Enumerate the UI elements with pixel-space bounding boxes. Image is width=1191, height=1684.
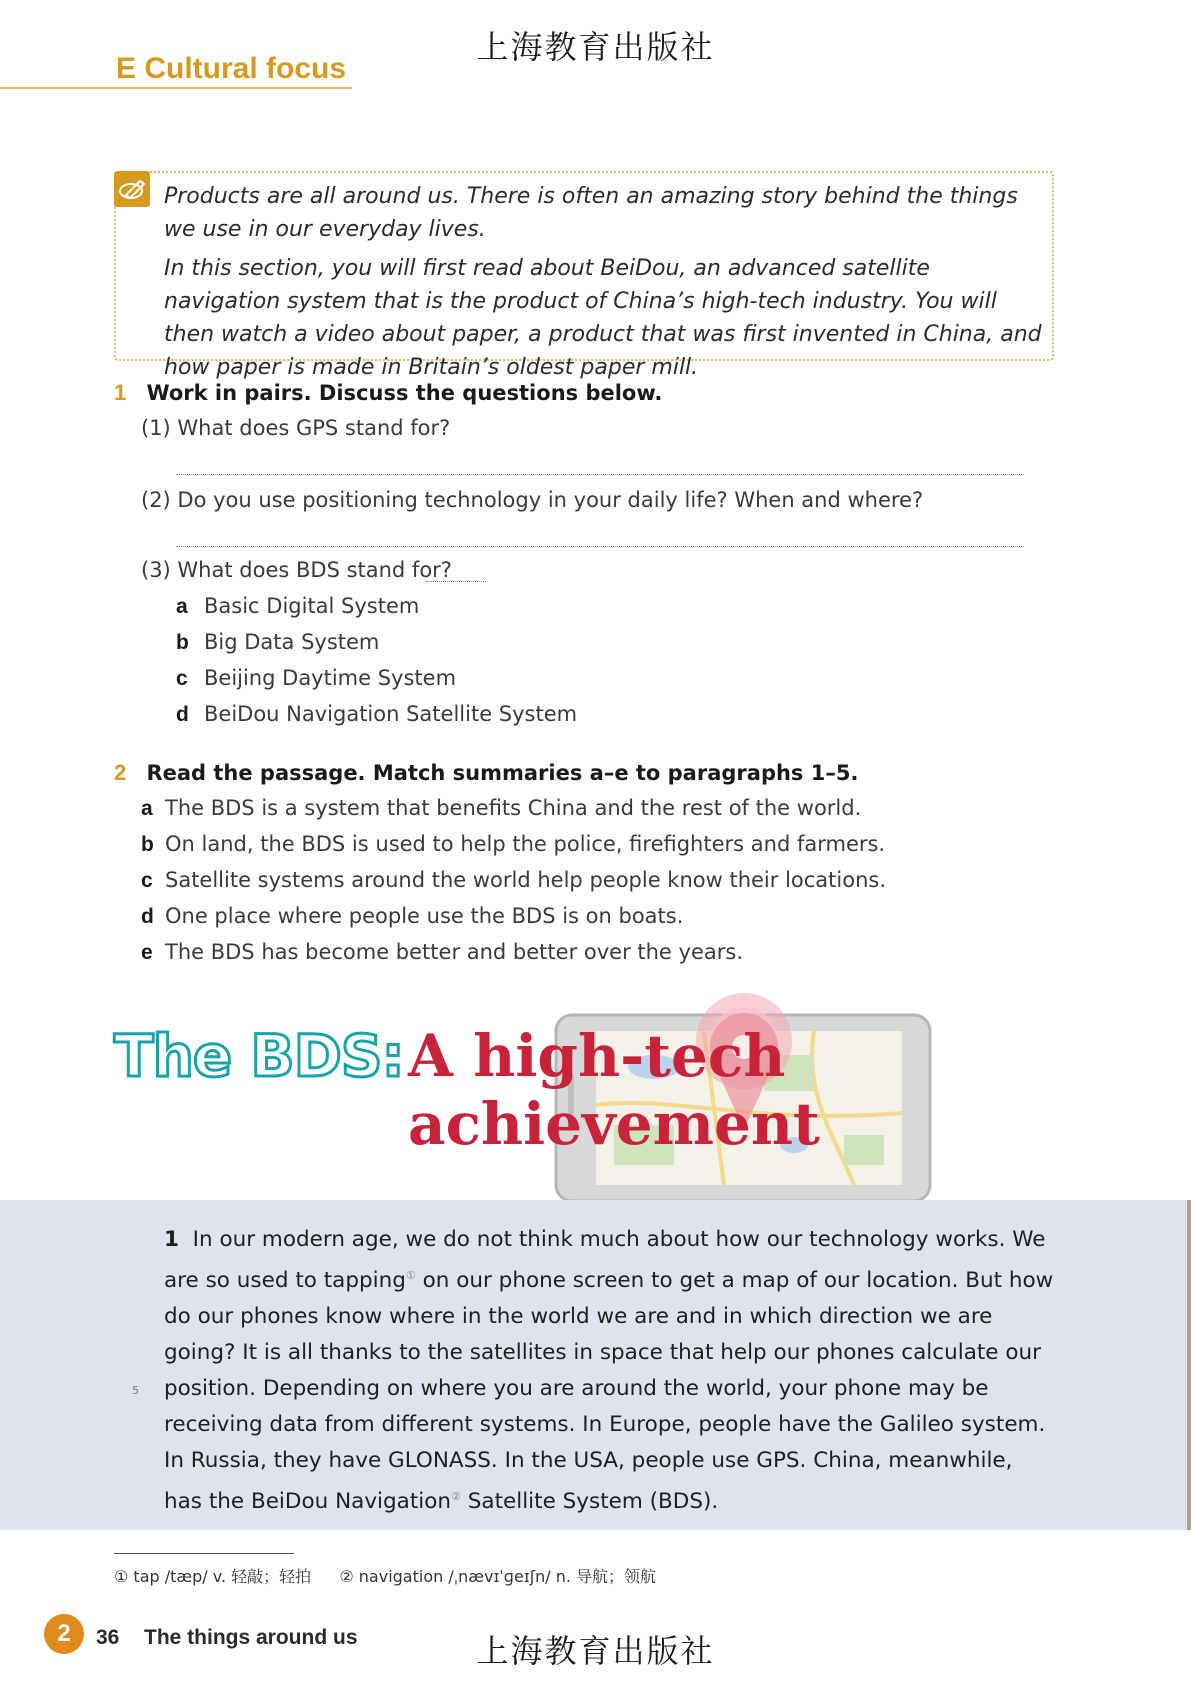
summary-text: On land, the BDS is used to help the police, firefighters and farmers. [165, 832, 886, 856]
footnote-marker-1: ① [405, 1269, 416, 1282]
option-letter: b [176, 631, 189, 654]
exercise-instruction: Read the passage. Match summaries a–e to paragraphs 1–5. [146, 761, 859, 785]
option-letter: c [176, 667, 188, 690]
summary-text: The BDS is a system that benefits China and the rest of the world. [165, 796, 862, 820]
line-number: 5 [132, 1384, 139, 1397]
footnote-marker-2: ② [451, 1490, 461, 1504]
exercise-1-heading [114, 380, 662, 406]
summary-letter: b [141, 833, 154, 856]
intro-paragraph-1: Products are all around us. There is often an amazing story behind the things we use in our everyday lives. [164, 184, 1018, 242]
footnote-2: ② navigation /ˌnævɪˈɡeɪʃn/ n. 导航；领航 [339, 1567, 657, 1586]
option-text: Basic Digital System [204, 594, 420, 618]
option-text: BeiDou Navigation Satellite System [204, 702, 578, 726]
answer-line-1[interactable] [176, 474, 1024, 475]
intro-paragraph-2: In this section, you will first read about BeiDou, an advanced satellite navigation system that is the product of China’s high-tech industry. You will then watch a video about paper, a product that was first invented in China, and how paper is made in Britain’s oldest paper mill. [164, 256, 1042, 380]
article-title-sub: A high-tech achievement [408, 1022, 820, 1158]
option-letter: d [176, 703, 189, 726]
summary-text: Satellite systems around the world help people know their locations. [165, 868, 887, 892]
footnote-1: ① tap /tæp/ v. 轻敲；轻拍 [114, 1567, 312, 1586]
article-title-main: The BDS: [114, 1022, 404, 1090]
answer-line-2[interactable] [176, 546, 1024, 547]
question-3: (3) What does BDS stand for? [141, 558, 452, 582]
option-text: Big Data System [204, 630, 380, 654]
answer-blank-3[interactable] [426, 581, 486, 582]
section-rule [0, 87, 352, 89]
page-edge-strip [1187, 1200, 1191, 1530]
summary-item [141, 832, 885, 857]
publisher-watermark-bottom: 上海教育出版社 [476, 1632, 715, 1670]
option-item [176, 702, 577, 727]
summary-letter: e [141, 941, 153, 964]
page-number: 36 [96, 1626, 120, 1649]
paragraph-number: 1 [164, 1227, 179, 1252]
intro-text [164, 180, 1046, 390]
option-item [176, 594, 419, 619]
pencil-icon [114, 171, 150, 207]
option-item [176, 630, 379, 655]
passage-text-c: Satellite System (BDS). [460, 1489, 719, 1515]
passage-paragraph-1 [164, 1222, 1054, 1520]
option-text: Beijing Daytime System [204, 666, 457, 690]
option-letter: a [176, 595, 188, 618]
summary-letter: a [141, 797, 153, 820]
question-1: (1) What does GPS stand for? [141, 416, 451, 440]
exercise-instruction: Work in pairs. Discuss the questions below. [146, 381, 663, 405]
exercise-2-heading [114, 760, 858, 786]
unit-badge: 2 [44, 1614, 84, 1654]
summary-item [141, 904, 683, 929]
exercise-number: 2 [114, 760, 127, 785]
footnote-rule [114, 1553, 294, 1554]
unit-title: The things around us [144, 1626, 358, 1649]
exercise-number: 1 [114, 380, 127, 405]
passage-text-b: on our phone screen to get a map of our location. But how do our phones know where in the world we are and in which direction we are going? It is all thanks to the satellites in space that help our phones calculate our position. Depending on where you are around the world, your phone may be receiving data from different systems. In Europe, people have the Galileo system. In Russia, they have GLONASS. In the USA, people use GPS. China, meanwhile, has the BeiDou Navigation [164, 1268, 1054, 1515]
summary-text: One place where people use the BDS is on boats. [165, 904, 684, 928]
section-heading: E Cultural focus [116, 52, 347, 85]
footnotes [114, 1564, 656, 1587]
publisher-watermark-top: 上海教育出版社 [476, 28, 715, 66]
summary-letter: c [141, 869, 153, 892]
summary-letter: d [141, 905, 154, 928]
summary-item [141, 868, 886, 893]
summary-item [141, 796, 861, 821]
passage-text-a: In our modern age, we do not think much about how our technology works. We are so used to tapping [164, 1227, 1046, 1294]
summary-text: The BDS has become better and better over the years. [165, 940, 743, 964]
question-2: (2) Do you use positioning technology in your daily life? When and where? [141, 488, 924, 512]
option-item [176, 666, 456, 691]
summary-item [141, 940, 743, 965]
